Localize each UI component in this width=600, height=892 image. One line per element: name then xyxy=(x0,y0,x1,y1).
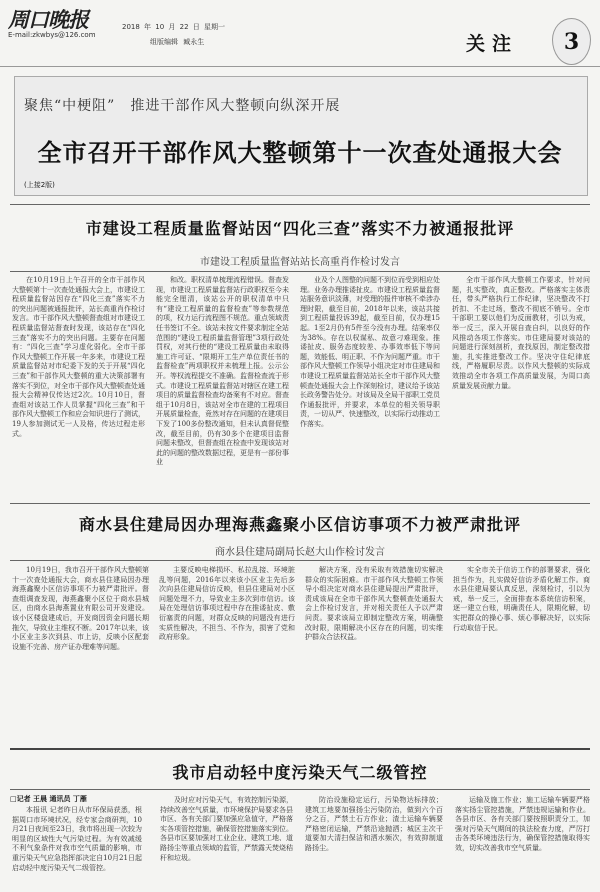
paragraph: 和改。职权清单梳理流程错误。督查发现，市建设工程质量监督站行政职权至今未能完全厘清，该站公开的职权清单中只有“建设工程质量的监督检查”等参数规范的项，权力运行流程图不规范。重点领域责任书签订不全。该站未按文件要求制定全站范围的“建设工程质量监督管理”3项行政处罚权，对其行使的“建设工程质量由未取得施工许可证、“限期开工生产单位责任书的监督检查”两项职权并未梳理上报。公示公开。等权流程提交不准确。监督检查流于形式。市建设工程质量监督站对辖区在建工程项目的质量监督检查均备案有不对应。督查组于10月8日，该站对全市在建的工程项目开展质量检查，竟然对存在问题的在建项目下发了100多份整改通知，但未认真督促整改，截至目前，仍有30多个在建项目监督问题未整改，但督查组在检查中发现该站对此的问题的整改数据过程，更是有一部份事业 xyxy=(156,276,289,467)
page-number-badge: 3 xyxy=(552,18,591,65)
lead-kicker: 聚焦“中梗阻” 推进干部作风大整顿向纵深开展 xyxy=(24,98,341,114)
story2-column-4 xyxy=(453,566,590,738)
story1-column-3 xyxy=(300,276,440,498)
divider xyxy=(10,560,590,561)
story1-deck: 市建设工程质量监督站站长高重肖作检讨发言 xyxy=(200,257,400,268)
paragraph: 主要反映电梯损坏、私拉乱接、环境脏乱等问题，2016年以来该小区业主先后多次向县住建局信访反映，但县住建局对小区问题处理不力，导致业主多次到市信访。该局在处理信访事项过程中存在推诿扯皮、敷衍塞责的问题，对群众反映的问题没有进行实质性解决，不担当、不作为，损害了党和政府形象。 xyxy=(159,566,295,642)
story3-column-2 xyxy=(160,796,293,886)
story3-byline: □记者 王晨 通讯员 丁雁 xyxy=(10,795,87,803)
story3-column-4 xyxy=(455,796,590,886)
story1-column-2 xyxy=(156,276,289,498)
paragraph: 实全市关于信访工作的部署要求，强化担当作为，扎实做好信访矛盾化解工作。商水县住建局要认真反思，深刻检讨，引以为戒，举一反三，全面排查本系统信访积案，逐一建立台账，明确责任人，限期化解，切实把群众的操心事、烦心事解决好，以实际行动取信于民。 xyxy=(453,566,590,632)
newspaper-logo: 周口晚报 xyxy=(8,7,88,32)
story2-column-1 xyxy=(12,566,149,738)
story1-column-4 xyxy=(452,276,590,498)
story3-column-3 xyxy=(305,796,443,886)
paragraph: 运输及施工作业；施工运输车辆要严格落实扬尘管控措施，严禁违规运输和作业。各县市区、各有关部门要按照职责分工，加强对污染天气期间的执法检查力度，严厉打击各类环境违法行为，确保管控措施取得实效，切实改善我市空气质量。 xyxy=(455,796,590,852)
story3-column-1 xyxy=(12,806,142,886)
weekday-text: 星期一 xyxy=(204,23,225,31)
paragraph: 及时应对污染天气，有效控制污染源，持续改善空气质量，市环境保护局要求各县市区、各有关部门要加强应急值守，严格落实各项管控措施，确保管控措施落实到位。各县市区要加强对工业企业、建筑工地、道路扬尘等重点领域的监管，严禁露天焚烧秸秆和垃圾。 xyxy=(160,796,293,862)
issue-date xyxy=(122,22,225,32)
paragraph: 10月19日，我市召开干部作风大整顿第十一次查处通报大会，商水县住建局因办理海燕鑫聚小区信访事项不力被严肃批评。督查组调查发现，海燕鑫聚小区位于商水县城区，由商水县海燕置业有限公司开发建设。该小区楼盘建成后，开发商因资金问题长期拖欠，导致业主维权不断。2017年以来，该小区业主多次到县、市上访，反映小区配套设施不完善、房产证办理难等问题。 xyxy=(12,566,149,651)
paragraph: 全市干部作风大整顿工作要求，针对问题，扎实整改，真正整改。严格落实主体责任，带头严格执行工作纪律，坚决整改不打折扣、不走过场，整改不彻底不销号。全市干部职工要以他们为反面教材，引以为戒，举一反三，深入开展自查自纠，以良好的作风推动各项工作落实。市住建局要对该站的问题进行深刻剖析，查找原因，制定整改措施，扎实推进整改工作。坚决守住纪律底线，严格履职尽责。以作风大整顿的实际成效推动全市各项工作高质量发展，为周口高质量发展贡献力量。 xyxy=(452,276,590,390)
section-title: 关注 xyxy=(466,33,519,55)
paragraph: 防治设施稳定运行，污染物达标排放；建筑工地要加强扬尘污染防治，做到六个百分之百，严禁土石方作业；渣土运输车辆要严格密闭运输，严禁沿途抛洒；城区主次干道要加大清扫保洁和洒水频次，有效抑制道路扬尘。 xyxy=(305,796,443,852)
contact-email: E-mail:zkwbys@126.com xyxy=(8,31,96,39)
divider xyxy=(10,204,590,205)
story3-headline: 我市启动轻中度污染天气二级管控 xyxy=(172,763,428,782)
date-text: 2018 年 10 月 22 日 xyxy=(122,23,200,31)
lead-headline: 全市召开干部作风大整顿第十一次查处通报大会 xyxy=(37,138,563,167)
paragraph: 解决方案，没有采取有效措施切实解决群众的实际困难。市干部作风大整顿工作领导小组决定对商水县住建局提出严肃批评，责成该局在全市干部作风大整顿查处通报大会上作检讨发言，并对相关责任人予以严肃问责。要求该局立即制定整改方案，明确整改时限，限期解决小区存在的问题，切实维护群众合法权益。 xyxy=(305,566,443,642)
editor-name: 臧永生 xyxy=(183,38,205,46)
story2-deck: 商水县住建局副局长赵大山作检讨发言 xyxy=(215,547,385,558)
divider xyxy=(10,271,590,272)
story2-column-2 xyxy=(159,566,295,738)
paragraph: 在10月19日上午召开的全市干部作风大整顿第十一次查处通报大会上，市建设工程质量监督站因存在“四化三查”落实不力的突出问题被通报批评，站长高重肖作检讨发言。市干部作风大整顿督查组对市建设工程质量监督站督查时发现，该站存在“四化三查”落实不力的突出问题。主要存在问题有：“四化三查”学习虚化弱化。全市干部作风大整顿工作开展一年多来，市建设工程质量监督站对市纪委下发的关于开展“四化三查”和干部作风大整顿的重大决策部署有落实不到位，对全市干部作风大整顿查处通报大会精神仅传达过2次。10月10日，督查组对该站工作人员掌握“四化三查”和干部作风大整顿工作和应会知识进行了测试，19人参加测试无一人及格，传达过程走形式。 xyxy=(12,276,145,438)
editor-credit xyxy=(150,37,204,47)
editor-label: 组版编辑 xyxy=(150,38,178,46)
story1-headline: 市建设工程质量监督站因“四化三查”落实不力被通报批评 xyxy=(85,219,515,238)
paragraph: 本报讯 记者昨日从市环保局获悉，根据周口市环境状况，经专家会商研判，10月21日夜间至23日，我市将出现一次较为明显的区域性大气污染过程。为有效减缓不利气象条件对我市空气质量的影响，市重污染天气应急指挥部决定自10月21日起启动轻中度污染天气二级管控。 xyxy=(12,806,142,872)
divider xyxy=(10,789,590,790)
story2-column-3 xyxy=(305,566,443,738)
paragraph: 业及个人图整的问题不到位而受到相应处理。业务办理推诿扯皮。市建设工程质量监督站服务意识淡薄，对受理的报件审核不牵涉办理时限，截至目前，2018年以来，该站共接到工程质量投诉39起，截至目前，仅办理15起。1至2月仍有5件至今没有办理。结案率仅为38%。存在以权谋私、故意刁难现象。推诿扯皮、服务态度较差、办事效率低下等问题，效能低、明正职、不作为问题严重。市干部作风大整顿工作领导小组决定对市住建局和市建设工程质量监督站站长全市干部作风大整顿查处通报大会上作深刻检讨，建议给予该站长政务警告处分。对该局及全局干部职工党员作通报批评，并要求，本单位的相关领导职责，一切从严、快速整改，以实际行动推动工作落实。 xyxy=(300,276,440,428)
continued-note: (上接2版) xyxy=(24,181,55,189)
divider xyxy=(10,503,590,504)
story2-headline: 商水县住建局因办理海燕鑫聚小区信访事项不力被严肃批评 xyxy=(78,515,521,534)
divider xyxy=(10,748,590,750)
story1-column-1 xyxy=(12,276,145,498)
